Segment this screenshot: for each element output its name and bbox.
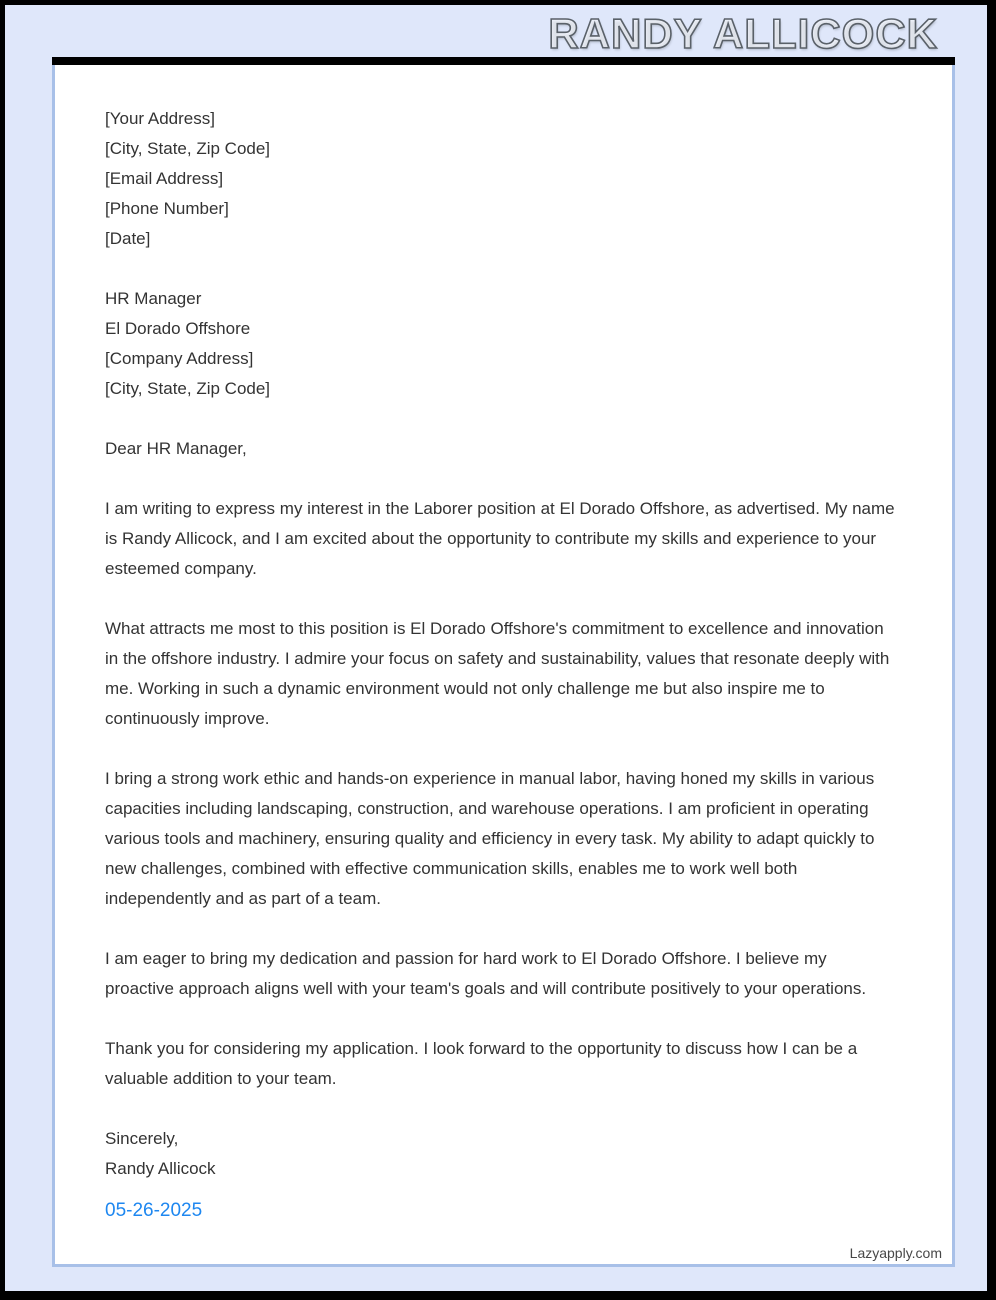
closing: Sincerely,	[105, 1129, 179, 1148]
sender-line-phone: [Phone Number]	[105, 199, 229, 218]
body-paragraph-2: What attracts me most to this position is El Dorado Offshore's commitment to excellence and innovation in the offshore industry. I admire your focus on safety and sustainability, values that resonate deeply with me. Working in such a dynamic environment would not only challenge me but also inspire me to continuously improve.	[105, 619, 890, 728]
watermark-text: Lazyapply.com	[849, 1245, 942, 1261]
recipient-block	[105, 284, 897, 404]
recipient-line-city: [City, State, Zip Code]	[105, 379, 271, 398]
recipient-line-title: HR Manager	[105, 289, 202, 308]
body-paragraph-3: I bring a strong work ethic and hands-on experience in manual labor, having honed my skills in various capacities including landscaping, construction, and warehouse operations. I am proficient in operating various tools and machinery, ensuring quality and efficiency in every task. My ability to adapt quickly to new challenges, combined with effective communication skills, enables me to work well both independently and as part of a team.	[105, 769, 875, 908]
sender-block	[105, 104, 897, 254]
recipient-line-company: El Dorado Offshore	[105, 319, 251, 338]
salutation: Dear HR Manager,	[105, 439, 247, 458]
sender-line-address: [Your Address]	[105, 109, 215, 128]
body-paragraph-4: I am eager to bring my dedication and passion for hard work to El Dorado Offshore. I believe my proactive approach aligns well with your team's goals and will contribute positively to your operations.	[105, 949, 867, 998]
letter-body	[55, 65, 952, 1226]
body-paragraph-1: I am writing to express my interest in the Laborer position at El Dorado Offshore, as advertised. My name is Randy Allicock, and I am excited about the opportunity to contribute my skills and experience to your esteemed company.	[105, 499, 895, 578]
letter-page	[52, 57, 955, 1267]
letter-date: 05-26-2025	[105, 1200, 203, 1221]
recipient-line-address: [Company Address]	[105, 349, 254, 368]
sender-line-city: [City, State, Zip Code]	[105, 139, 271, 158]
page-header-name: RANDY ALLICOCK	[548, 10, 938, 57]
sender-line-email: [Email Address]	[105, 169, 224, 188]
signature: Randy Allicock	[105, 1159, 216, 1178]
body-paragraph-5: Thank you for considering my application. I look forward to the opportunity to discuss how I can be a valuable addition to your team.	[105, 1039, 858, 1088]
closing-block	[105, 1124, 897, 1184]
sender-line-date: [Date]	[105, 229, 151, 248]
header-divider-bar	[52, 57, 955, 65]
